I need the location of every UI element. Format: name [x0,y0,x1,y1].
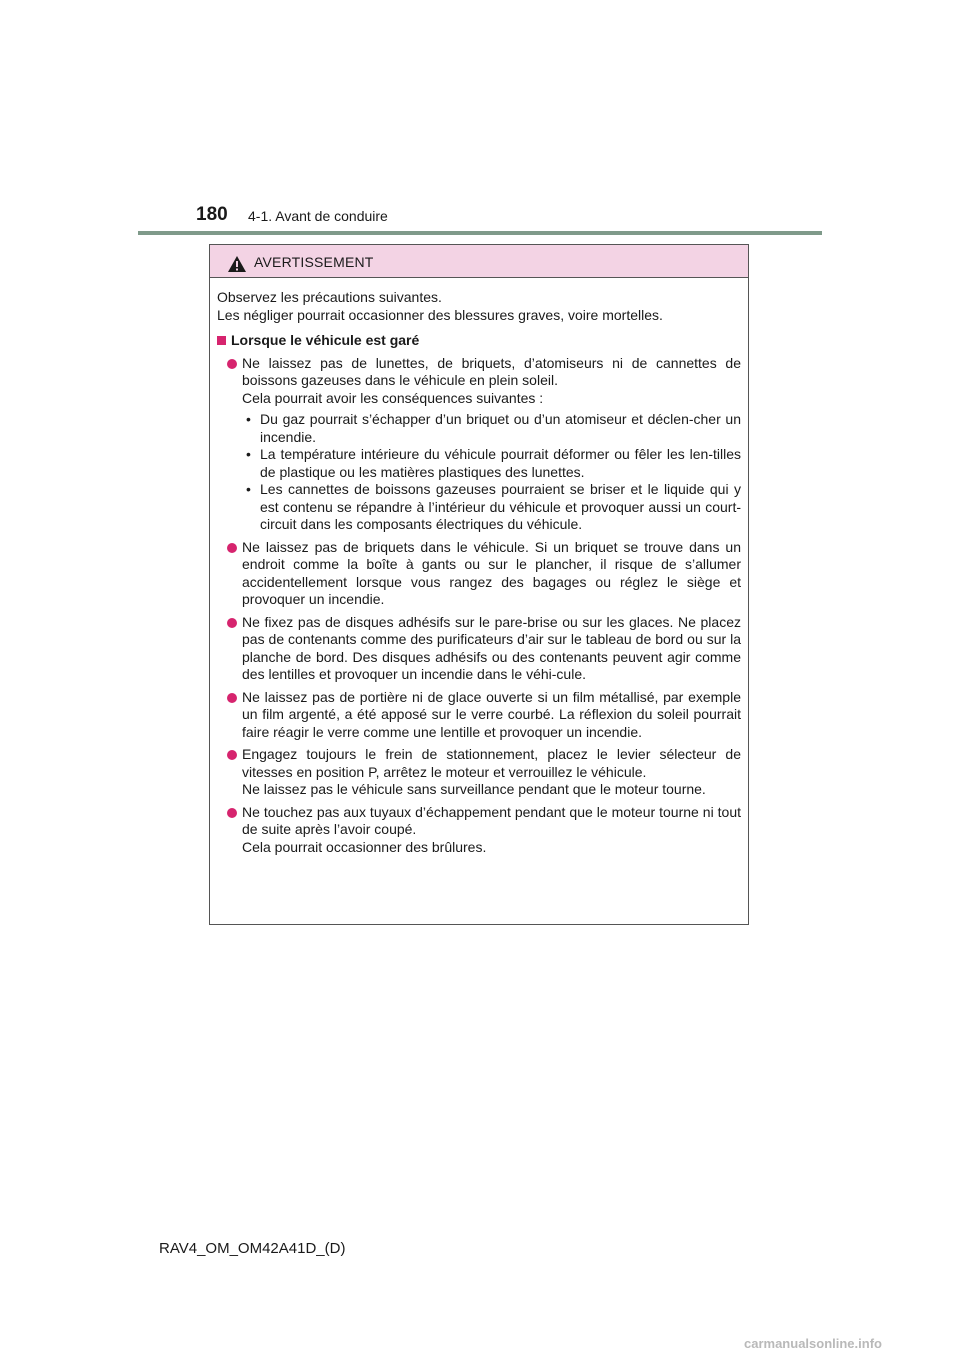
warning-body [210,278,748,856]
list-item [227,746,741,799]
sub-list-item [242,411,741,446]
item-paragraph: Cela pourrait occasionner des brûlures. [242,838,487,855]
item-content [242,804,741,857]
watermark: carmanualsonline.info [744,1336,882,1351]
warning-box [209,244,749,925]
list-item [227,804,741,857]
item-content [242,614,741,684]
item-content [242,746,741,799]
item-paragraph: Ne laissez pas de briquets dans le véhicule. Si un briquet se trouve dans un endroit comme la boîte à gants ou sur le plancher, il risque de s’allumer accidentellement lorsque vous rangez des bagages ou réglez le siège et provoquer un incendie. [242,538,741,607]
circle-bullet-icon [227,618,237,628]
item-paragraph: Ne laissez pas le véhicule sans surveillance pendant que le moteur tourne. [242,781,706,797]
warning-header [210,245,748,278]
sub-item-text: Les cannettes de boissons gazeuses pourraient se briser et le liquide qui y est contenu se répandre à l’intérieur du véhicule et provoquer aussi un court-circuit dans les composants électriques du véhicule. [260,481,741,532]
list-item [227,355,741,534]
warning-title: AVERTISSEMENT [254,254,374,270]
section-title: 4-1. Avant de conduire [248,208,388,224]
item-content [242,539,741,609]
item-paragraph: Ne laissez pas de portière ni de glace ouverte si un film métallisé, par exemple un film argenté, a été apposé sur le verre courbé. La réflexion du soleil pourrait faire réagir le verre comme une lentille et provoquer un incendie. [242,688,741,740]
sub-item-text: La température intérieure du véhicule pourrait déformer ou fêler les len-tilles de plastique ou les matières plastiques des lunettes. [260,446,741,480]
item-paragraph: Cela pourrait avoir les conséquences suivantes : [242,389,544,406]
item-paragraph: Ne fixez pas de disques adhésifs sur le pare-brise ou sur les glaces. Ne placez pas de contenants comme des purificateurs d’air sur le tableau de bord ou sur la planche de bord. Des disques adhésifs ou des contenants peuvent agir comme des lentilles et provoquer un incendie dans le véhi-cule. [242,613,741,682]
warning-intro [217,289,741,324]
bullet-marker: • [246,411,251,427]
circle-bullet-icon [227,808,237,818]
subheading-text: Lorsque le véhicule est garé [231,332,420,348]
item-paragraph: Engagez toujours le frein de stationnement, placez le levier sélecteur de vitesses en position P, arrêtez le moteur et verrouillez le véhicule. [242,746,741,780]
item-paragraph: Ne laissez pas de lunettes, de briquets, d’atomiseurs ni de cannettes de boissons gazeuses dans le véhicule en plein soleil. [242,354,741,388]
warning-triangle-icon [227,255,247,273]
sub-list-item [242,481,741,534]
list-item [227,539,741,609]
bullet-marker: • [246,446,251,462]
sub-item-text: Du gaz pourrait s’échapper d’un briquet ou d’un atomiseur et déclen-cher un incendie. [260,411,741,445]
circle-bullet-icon [227,359,237,369]
bullet-marker: • [246,481,251,497]
circle-bullet-icon [227,750,237,760]
item-paragraph: Ne touchez pas aux tuyaux d’échappement pendant que le moteur tourne ni tout de suite après l’avoir coupé. [242,803,741,837]
intro-line: Les négliger pourrait occasionner des blessures graves, voire mortelles. [217,306,663,323]
list-item [227,614,741,684]
item-content [242,355,741,534]
header-rule [138,231,822,235]
item-content [242,689,741,742]
square-bullet-icon [217,336,226,345]
sub-list-item [242,446,741,481]
circle-bullet-icon [227,693,237,703]
subheading [217,332,741,350]
document-code: RAV4_OM_OM42A41D_(D) [159,1240,346,1257]
list-item [227,689,741,742]
circle-bullet-icon [227,543,237,553]
intro-line: Observez les précautions suivantes. [217,289,442,305]
page-number: 180 [196,204,228,225]
sub-list [242,411,741,534]
